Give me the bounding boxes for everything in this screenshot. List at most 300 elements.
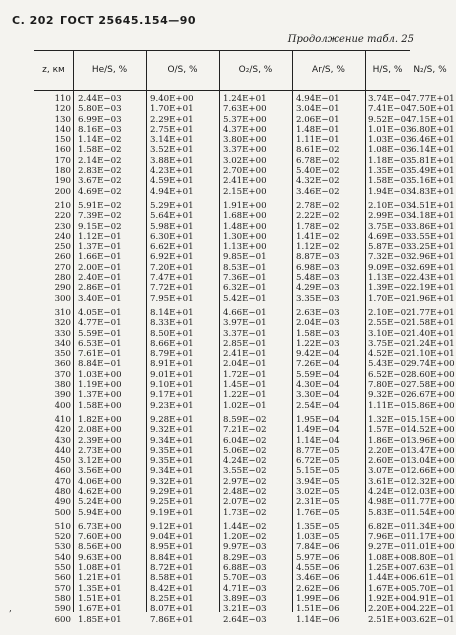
value-cell: 1.76E−05 <box>296 507 340 518</box>
value-cell: 7.47E+01 <box>150 273 194 284</box>
value-cell: 2.97E−02 <box>223 476 267 487</box>
value-cell: 5.83E−01 <box>368 507 412 518</box>
value-cell: 2.39E+00 <box>78 435 122 446</box>
continuation-label: Продолжение табл. 25 <box>287 34 414 45</box>
table-row <box>34 614 455 625</box>
altitude-cell: 440 <box>54 445 71 456</box>
value-cell: 2.41E−01 <box>223 349 267 360</box>
altitude-cell: 320 <box>54 318 71 329</box>
value-cell: 4.32E−02 <box>296 176 340 187</box>
value-cell: 6.99E−03 <box>78 114 122 125</box>
value-cell: 6.52E−02 <box>368 369 412 380</box>
value-cell: 5.37E+00 <box>223 114 267 125</box>
value-cell: 4.23E+01 <box>150 166 194 177</box>
value-cell: 1.11E−01 <box>368 400 412 411</box>
altitude-cell: 360 <box>54 359 71 370</box>
value-cell: 9.74E+00 <box>411 359 455 370</box>
altitude-cell: 290 <box>54 283 71 294</box>
row-group <box>34 200 455 304</box>
value-cell: 1.39E−02 <box>368 283 412 294</box>
value-cell: 6.67E+00 <box>411 390 455 401</box>
altitude-cell: 460 <box>54 466 71 477</box>
value-cell: 9.17E+01 <box>150 390 194 401</box>
altitude-cell: 510 <box>54 521 71 532</box>
value-cell: 9.01E+01 <box>150 369 194 380</box>
value-cell: 2.63E−03 <box>296 307 340 318</box>
value-cell: 8.60E+00 <box>411 369 455 380</box>
value-cell: 1.48E−01 <box>296 124 340 135</box>
value-cell: 1.45E−01 <box>223 380 267 391</box>
value-cell: 5.29E+01 <box>150 200 194 211</box>
value-cell: 7.61E−01 <box>78 349 122 360</box>
value-cell: 5.49E+01 <box>411 166 455 177</box>
value-cell: 1.24E+01 <box>411 338 455 349</box>
standard-code: ГОСТ 25645.154—90 <box>60 14 197 27</box>
value-cell: 7.84E−06 <box>296 542 340 553</box>
value-cell: 3.25E+01 <box>411 242 455 253</box>
value-cell: 3.40E−01 <box>78 293 122 304</box>
table-row <box>34 604 455 615</box>
table-row <box>34 318 455 329</box>
value-cell: 1.72E−01 <box>223 369 267 380</box>
value-cell: 7.41E−04 <box>368 104 412 115</box>
value-cell: 2.99E−03 <box>368 211 412 222</box>
value-cell: 8.29E−03 <box>223 552 267 563</box>
value-cell: 7.63E−01 <box>411 563 455 574</box>
table-row <box>34 104 455 115</box>
table-row <box>34 273 455 284</box>
value-cell: 1.70E−02 <box>368 293 412 304</box>
altitude-cell: 300 <box>54 293 71 304</box>
value-cell: 1.35E−05 <box>296 521 340 532</box>
value-cell: 7.80E−02 <box>368 380 412 391</box>
value-cell: 1.12E−01 <box>78 231 122 242</box>
altitude-cell: 490 <box>54 497 71 508</box>
value-cell: 9.25E+01 <box>150 497 194 508</box>
value-cell: 1.58E−03 <box>296 328 340 339</box>
row-group <box>34 414 455 518</box>
value-cell: 2.04E−01 <box>223 359 267 370</box>
value-cell: 4.22E−01 <box>411 604 455 615</box>
value-cell: 2.04E−03 <box>296 318 340 329</box>
table-row <box>34 532 455 543</box>
value-cell: 5.16E+01 <box>411 176 455 187</box>
value-cell: 5.06E−02 <box>223 445 267 456</box>
value-cell: 3.07E−01 <box>368 466 412 477</box>
value-cell: 6.82E−01 <box>368 521 412 532</box>
value-cell: 5.24E+00 <box>78 497 122 508</box>
value-cell: 3.14E+01 <box>150 135 194 146</box>
column-header-n2: N₂/S, % <box>413 65 447 75</box>
altitude-cell: 110 <box>54 94 71 104</box>
value-cell: 2.62E−06 <box>296 583 340 594</box>
value-cell: 2.08E+00 <box>78 425 122 436</box>
value-cell: 1.49E−04 <box>296 425 340 436</box>
value-cell: 2.06E−01 <box>296 114 340 125</box>
value-cell: 1.91E+00 <box>223 200 267 211</box>
value-cell: 1.14E−02 <box>78 135 122 146</box>
value-cell: 4.66E−01 <box>223 307 267 318</box>
value-cell: 1.22E−01 <box>223 390 267 401</box>
value-cell: 6.04E−02 <box>223 435 267 446</box>
value-cell: 1.86E−01 <box>368 435 412 446</box>
table-row <box>34 435 455 446</box>
table-row <box>34 328 455 339</box>
value-cell: 4.59E+01 <box>150 176 194 187</box>
value-cell: 1.01E−03 <box>368 124 412 135</box>
value-cell: 2.22E−02 <box>296 211 340 222</box>
value-cell: 1.13E−02 <box>368 273 412 284</box>
table-row <box>34 145 455 156</box>
value-cell: 4.83E+01 <box>411 186 455 197</box>
value-cell: 9.10E+01 <box>150 380 194 391</box>
altitude-cell: 370 <box>54 369 71 380</box>
table-row <box>34 307 455 318</box>
table-row <box>34 124 455 135</box>
value-cell: 1.66E−01 <box>78 252 122 263</box>
value-cell: 9.12E+01 <box>150 521 194 532</box>
page-header <box>12 14 412 30</box>
value-cell: 2.32E+00 <box>411 476 455 487</box>
value-cell: 3.55E−02 <box>223 466 267 477</box>
altitude-cell: 420 <box>54 425 71 436</box>
value-cell: 8.07E+01 <box>150 604 194 615</box>
value-cell: 8.84E+01 <box>150 552 194 563</box>
altitude-cell: 530 <box>54 542 71 553</box>
value-cell: 6.61E−01 <box>411 573 455 584</box>
value-cell: 3.96E+00 <box>411 435 455 446</box>
value-cell: 8.50E+01 <box>150 328 194 339</box>
value-cell: 3.37E+00 <box>223 145 267 156</box>
value-cell: 9.34E+01 <box>150 435 194 446</box>
column-header-h: H/S, % <box>372 65 403 75</box>
value-cell: 9.27E−01 <box>368 542 412 553</box>
altitude-cell: 340 <box>54 338 71 349</box>
table-row <box>34 521 455 532</box>
altitude-cell: 220 <box>54 211 71 222</box>
value-cell: 1.44E+00 <box>368 573 412 584</box>
value-cell: 2.14E−02 <box>78 155 122 166</box>
value-cell: 1.58E−02 <box>78 145 122 156</box>
value-cell: 9.63E+00 <box>78 552 122 563</box>
value-cell: 3.97E−01 <box>223 318 267 329</box>
table-row <box>34 497 455 508</box>
table-row <box>34 359 455 370</box>
value-cell: 3.94E−05 <box>296 476 340 487</box>
value-cell: 1.67E+00 <box>368 583 412 594</box>
value-cell: 2.07E−02 <box>223 497 267 508</box>
value-cell: 2.60E−01 <box>368 456 412 467</box>
altitude-cell: 330 <box>54 328 71 339</box>
value-cell: 2.10E−03 <box>368 200 412 211</box>
row-group <box>34 521 455 625</box>
value-cell: 3.37E−01 <box>223 328 267 339</box>
altitude-cell: 540 <box>54 552 71 563</box>
value-cell: 2.86E−01 <box>78 283 122 294</box>
value-cell: 9.04E+01 <box>150 532 194 543</box>
column-header-ar: Ar/S, % <box>312 65 345 75</box>
value-cell: 1.08E−03 <box>368 145 412 156</box>
value-cell: 6.80E+01 <box>411 124 455 135</box>
altitude-cell: 560 <box>54 573 71 584</box>
value-cell: 8.84E−01 <box>78 359 122 370</box>
altitude-cell: 190 <box>54 176 71 187</box>
value-cell: 1.95E−04 <box>296 414 340 425</box>
value-cell: 8.56E+00 <box>78 542 122 553</box>
value-cell: 4.69E−02 <box>78 186 122 197</box>
table-row <box>34 176 455 187</box>
table-row <box>34 466 455 477</box>
value-cell: 1.10E+01 <box>411 349 455 360</box>
value-cell: 8.87E−03 <box>296 252 340 263</box>
value-cell: 1.99E−06 <box>296 593 340 604</box>
value-cell: 3.02E+00 <box>223 155 267 166</box>
value-cell: 1.03E−05 <box>296 532 340 543</box>
value-cell: 3.56E+00 <box>78 466 122 477</box>
value-cell: 1.41E−02 <box>296 231 340 242</box>
value-cell: 3.04E−01 <box>296 104 340 115</box>
table-row <box>34 400 455 411</box>
value-cell: 7.15E+01 <box>411 114 455 125</box>
value-cell: 3.75E−02 <box>368 338 412 349</box>
value-cell: 1.67E+01 <box>78 604 122 615</box>
value-cell: 1.40E+01 <box>411 328 455 339</box>
column-header-altitude: z, км <box>42 65 65 75</box>
value-cell: 4.71E−03 <box>223 583 267 594</box>
value-cell: 9.09E−03 <box>368 262 412 273</box>
value-cell: 1.12E−02 <box>296 242 340 253</box>
value-cell: 8.33E+01 <box>150 318 194 329</box>
table-row <box>34 380 455 391</box>
value-cell: 5.70E−03 <box>223 573 267 584</box>
value-cell: 2.20E−01 <box>368 445 412 456</box>
value-cell: 6.32E−01 <box>223 283 267 294</box>
value-cell: 7.72E+01 <box>150 283 194 294</box>
value-cell: 1.32E−01 <box>368 414 412 425</box>
value-cell: 4.62E+00 <box>78 486 122 497</box>
value-cell: 6.30E+01 <box>150 231 194 242</box>
value-cell: 6.92E+01 <box>150 252 194 263</box>
table-row <box>34 200 455 211</box>
value-cell: 1.34E+00 <box>411 521 455 532</box>
value-cell: 1.20E−02 <box>223 532 267 543</box>
value-cell: 4.52E−02 <box>368 349 412 360</box>
table-row <box>34 563 455 574</box>
table-row <box>34 593 455 604</box>
value-cell: 5.80E−03 <box>78 104 122 115</box>
value-cell: 4.98E−01 <box>368 497 412 508</box>
altitude-cell: 250 <box>54 242 71 253</box>
altitude-cell: 260 <box>54 252 71 263</box>
altitude-cell: 480 <box>54 486 71 497</box>
value-cell: 5.48E−03 <box>296 273 340 284</box>
table-row <box>34 349 455 360</box>
table-row <box>34 262 455 273</box>
value-cell: 1.22E−03 <box>296 338 340 349</box>
value-cell: 9.34E+01 <box>150 466 194 477</box>
value-cell: 7.77E+01 <box>411 94 455 104</box>
table-body <box>34 94 455 629</box>
value-cell: 4.51E+01 <box>411 200 455 211</box>
value-cell: 1.58E−03 <box>368 176 412 187</box>
table-row <box>34 583 455 594</box>
value-cell: 5.59E−01 <box>78 328 122 339</box>
value-cell: 1.37E−01 <box>78 242 122 253</box>
value-cell: 2.66E+00 <box>411 466 455 477</box>
value-cell: 2.40E−01 <box>78 273 122 284</box>
page-number-label: С. 202 <box>12 14 55 27</box>
value-cell: 6.78E−02 <box>296 155 340 166</box>
value-cell: 4.24E−01 <box>368 486 412 497</box>
value-cell: 7.36E−01 <box>223 273 267 284</box>
value-cell: 7.32E−03 <box>368 252 412 263</box>
value-cell: 1.73E−02 <box>223 507 267 518</box>
value-cell: 2.41E+00 <box>223 176 267 187</box>
value-cell: 7.21E−02 <box>223 425 267 436</box>
value-cell: 7.95E+01 <box>150 293 194 304</box>
value-cell: 5.64E+01 <box>150 211 194 222</box>
altitude-cell: 240 <box>54 231 71 242</box>
value-cell: 7.20E+01 <box>150 262 194 273</box>
scan-mark: ‚ <box>9 604 12 614</box>
table-row <box>34 456 455 467</box>
altitude-cell: 450 <box>54 456 71 467</box>
value-cell: 2.55E−02 <box>368 318 412 329</box>
value-cell: 6.62E+01 <box>150 242 194 253</box>
value-cell: 8.66E+01 <box>150 338 194 349</box>
table-row <box>34 338 455 349</box>
value-cell: 1.37E+00 <box>78 390 122 401</box>
table-row <box>34 94 455 104</box>
value-cell: 5.15E+00 <box>411 414 455 425</box>
value-cell: 1.01E+00 <box>411 542 455 553</box>
value-cell: 1.77E+01 <box>411 307 455 318</box>
value-cell: 3.30E−04 <box>296 390 340 401</box>
altitude-cell: 280 <box>54 273 71 284</box>
value-cell: 1.35E−03 <box>368 166 412 177</box>
value-cell: 5.42E−01 <box>223 293 267 304</box>
value-cell: 9.32E+01 <box>150 476 194 487</box>
value-cell: 2.51E+00 <box>368 614 412 625</box>
value-cell: 7.63E+00 <box>223 104 267 115</box>
value-cell: 1.25E+00 <box>368 563 412 574</box>
value-cell: 8.59E−02 <box>223 414 267 425</box>
value-cell: 8.95E+01 <box>150 542 194 553</box>
value-cell: 8.77E−05 <box>296 445 340 456</box>
value-cell: 3.89E−03 <box>223 593 267 604</box>
row-group <box>34 94 455 197</box>
value-cell: 1.03E−03 <box>368 135 412 146</box>
value-cell: 2.96E+01 <box>411 252 455 263</box>
value-cell: 4.06E+00 <box>78 476 122 487</box>
value-cell: 5.59E−04 <box>296 369 340 380</box>
value-cell: 6.46E+01 <box>411 135 455 146</box>
value-cell: 1.51E+01 <box>78 593 122 604</box>
header-bottom-rule <box>34 90 410 91</box>
value-cell: 1.54E+00 <box>411 507 455 518</box>
altitude-cell: 130 <box>54 114 71 125</box>
altitude-cell: 270 <box>54 262 71 273</box>
value-cell: 6.98E−03 <box>296 262 340 273</box>
value-cell: 2.20E+00 <box>368 604 412 615</box>
altitude-cell: 550 <box>54 563 71 574</box>
altitude-cell: 500 <box>54 507 71 518</box>
table-row <box>34 242 455 253</box>
value-cell: 4.24E−02 <box>223 456 267 467</box>
value-cell: 3.46E−06 <box>296 573 340 584</box>
table-row <box>34 186 455 197</box>
value-cell: 3.86E+01 <box>411 221 455 232</box>
value-cell: 1.82E+00 <box>78 414 122 425</box>
value-cell: 7.96E−01 <box>368 532 412 543</box>
value-cell: 9.19E+01 <box>150 507 194 518</box>
value-cell: 1.94E−03 <box>368 186 412 197</box>
value-cell: 2.29E+01 <box>150 114 194 125</box>
table-row <box>34 552 455 563</box>
value-cell: 9.32E−02 <box>368 390 412 401</box>
value-cell: 4.18E+01 <box>411 211 455 222</box>
value-cell: 4.30E−04 <box>296 380 340 391</box>
column-header-he: He/S, % <box>91 65 128 75</box>
value-cell: 5.97E−06 <box>296 552 340 563</box>
value-cell: 3.88E+01 <box>150 155 194 166</box>
altitude-cell: 180 <box>54 166 71 177</box>
value-cell: 1.30E+00 <box>223 231 267 242</box>
altitude-cell: 600 <box>54 614 71 625</box>
value-cell: 8.91E+01 <box>150 359 194 370</box>
value-cell: 5.98E+01 <box>150 221 194 232</box>
value-cell: 2.10E−02 <box>368 307 412 318</box>
value-cell: 4.37E+00 <box>223 124 267 135</box>
value-cell: 2.73E+00 <box>78 445 122 456</box>
value-cell: 3.62E−01 <box>411 614 455 625</box>
table-row <box>34 135 455 146</box>
row-group <box>34 307 455 411</box>
table-row <box>34 476 455 487</box>
value-cell: 9.40E+00 <box>150 94 194 104</box>
altitude-cell: 380 <box>54 380 71 391</box>
value-cell: 6.72E−05 <box>296 456 340 467</box>
value-cell: 1.77E+00 <box>411 497 455 508</box>
value-cell: 3.61E−01 <box>368 476 412 487</box>
value-cell: 3.04E+00 <box>411 456 455 467</box>
value-cell: 9.15E−02 <box>78 221 122 232</box>
altitude-cell: 410 <box>54 414 71 425</box>
table-row <box>34 155 455 166</box>
value-cell: 8.42E+01 <box>150 583 194 594</box>
value-cell: 2.03E+00 <box>411 486 455 497</box>
table-row <box>34 425 455 436</box>
altitude-cell: 400 <box>54 400 71 411</box>
value-cell: 1.58E+00 <box>78 400 122 411</box>
value-cell: 2.31E−05 <box>296 497 340 508</box>
value-cell: 8.53E−01 <box>223 262 267 273</box>
value-cell: 3.80E+00 <box>223 135 267 146</box>
value-cell: 4.69E−03 <box>368 231 412 242</box>
value-cell: 2.70E+00 <box>223 166 267 177</box>
value-cell: 2.75E+01 <box>150 124 194 135</box>
value-cell: 3.12E+00 <box>78 456 122 467</box>
value-cell: 3.75E−03 <box>368 221 412 232</box>
value-cell: 3.52E+01 <box>150 145 194 156</box>
table-row <box>34 573 455 584</box>
value-cell: 9.23E+01 <box>150 400 194 411</box>
value-cell: 9.35E+01 <box>150 456 194 467</box>
value-cell: 8.16E−03 <box>78 124 122 135</box>
value-cell: 4.77E−01 <box>78 318 122 329</box>
table-row <box>34 507 455 518</box>
value-cell: 5.87E−03 <box>368 242 412 253</box>
